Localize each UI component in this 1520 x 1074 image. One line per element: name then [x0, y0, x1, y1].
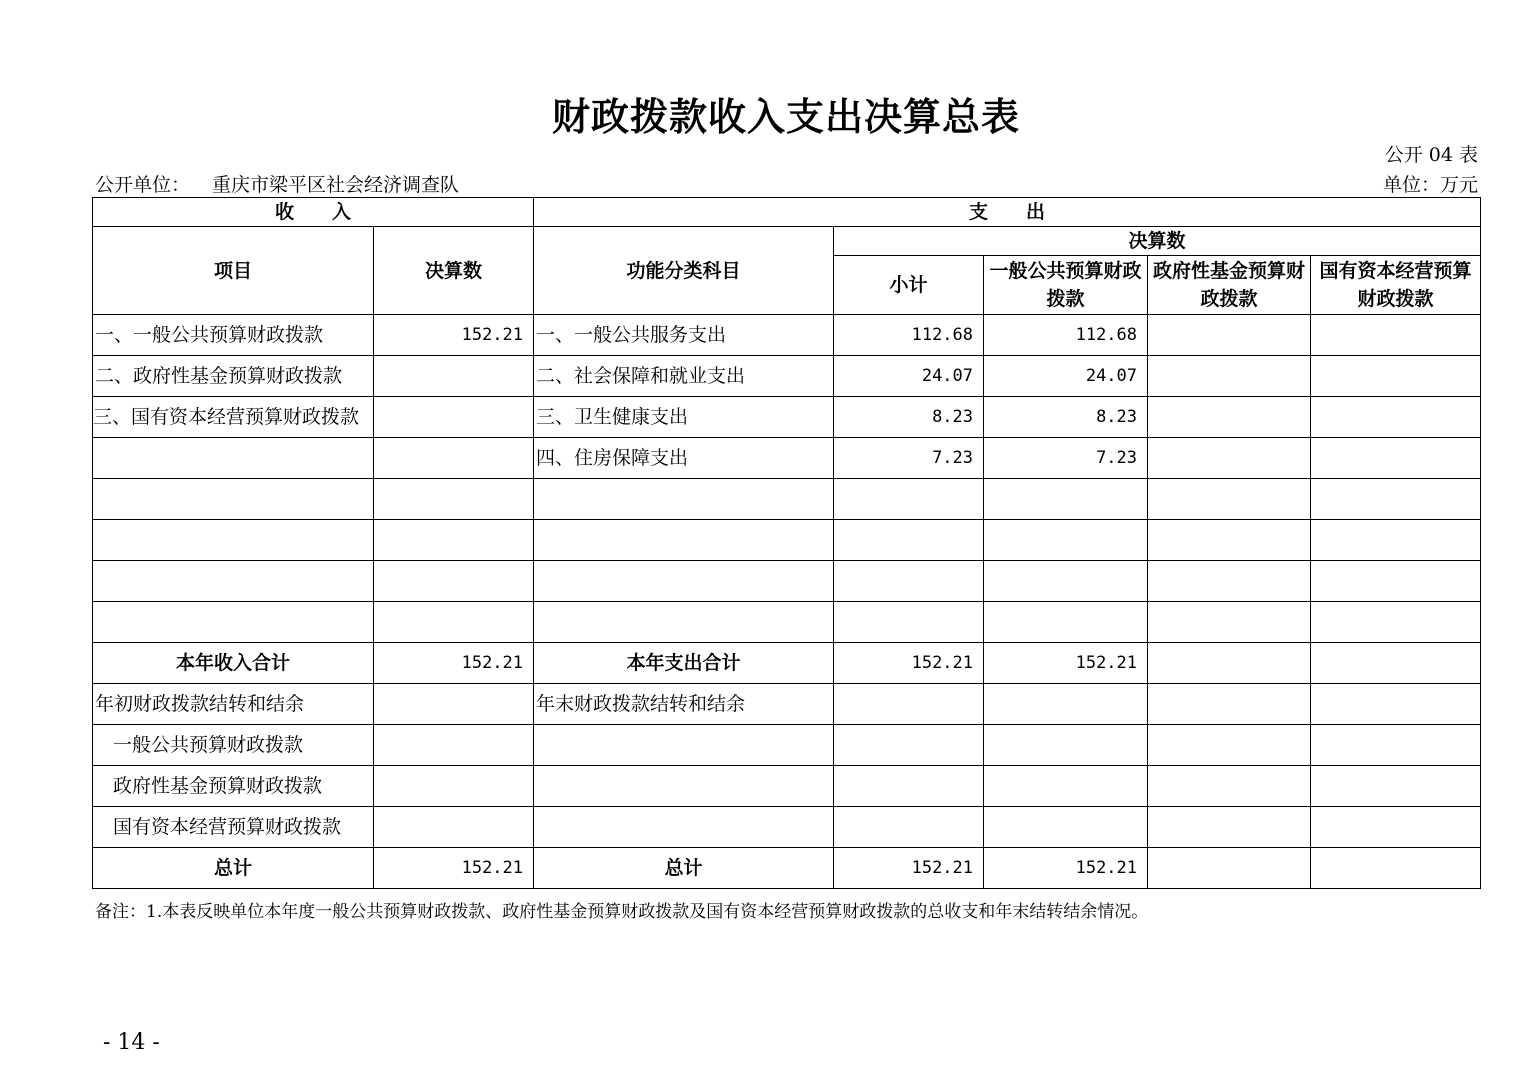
- empty-cell: [534, 602, 834, 643]
- empty-cell: [1311, 643, 1481, 684]
- empty-cell: [374, 766, 534, 807]
- income-amount: [374, 397, 534, 438]
- footnote: 备注：1.本表反映单位本年度一般公共预算财政拨款、政府性基金预算财政拨款及国有资本经营预算财政拨款的总收支和年末结转结余情况。: [95, 902, 1149, 922]
- expense-subtotal: 7.23: [834, 438, 984, 479]
- amount-header: 决算数: [374, 227, 534, 315]
- empty-cell: [1148, 520, 1311, 561]
- empty-cell: [534, 561, 834, 602]
- empty-cell: [984, 725, 1148, 766]
- page-number: - 14 -: [103, 1030, 160, 1055]
- income-item: [93, 438, 374, 479]
- year-expense-subtotal: 152.21: [834, 643, 984, 684]
- expense-fund: [1148, 315, 1311, 356]
- empty-cell: [834, 479, 984, 520]
- empty-cell: [1148, 725, 1311, 766]
- grand-total-row: [93, 848, 1481, 889]
- empty-cell: [1311, 807, 1481, 848]
- empty-cell: [1311, 602, 1481, 643]
- empty-cell: [1311, 479, 1481, 520]
- empty-cell: [834, 725, 984, 766]
- income-amount: [374, 356, 534, 397]
- empty-cell: [1311, 520, 1481, 561]
- empty-cell: [93, 520, 374, 561]
- empty-cell: [1148, 561, 1311, 602]
- empty-row: [93, 602, 1481, 643]
- year-expense-general: 152.21: [984, 643, 1148, 684]
- empty-cell: [93, 561, 374, 602]
- end-carryover-label: 年末财政拨款结转和结余: [534, 684, 834, 725]
- empty-cell: [374, 684, 534, 725]
- general-budget-header: 一般公共预算财政拨款: [984, 256, 1148, 315]
- empty-cell: [984, 561, 1148, 602]
- expense-item: 四、住房保障支出: [534, 438, 834, 479]
- empty-cell: [984, 766, 1148, 807]
- empty-cell: [534, 807, 834, 848]
- empty-cell: [374, 807, 534, 848]
- empty-cell: [984, 602, 1148, 643]
- empty-cell: [834, 561, 984, 602]
- year-expense-total-label: 本年支出合计: [534, 643, 834, 684]
- expense-section-header: 支 出: [534, 198, 1481, 227]
- empty-row: [93, 520, 1481, 561]
- expense-capital: [1311, 397, 1481, 438]
- expense-fund: [1148, 356, 1311, 397]
- form-number: 公开 04 表: [1384, 144, 1478, 166]
- empty-cell: [374, 602, 534, 643]
- empty-row: [93, 479, 1481, 520]
- income-amount: [374, 438, 534, 479]
- empty-cell: [1311, 561, 1481, 602]
- grand-expense-total-label: 总计: [534, 848, 834, 889]
- empty-cell: [984, 684, 1148, 725]
- income-item: 一、一般公共预算财政拨款: [93, 315, 374, 356]
- grand-income-total: 152.21: [374, 848, 534, 889]
- expense-subtotal: 112.68: [834, 315, 984, 356]
- empty-cell: [93, 479, 374, 520]
- empty-cell: [534, 479, 834, 520]
- empty-cell: [834, 766, 984, 807]
- expense-general: 8.23: [984, 397, 1148, 438]
- expense-subtotal: 8.23: [834, 397, 984, 438]
- table-row: [93, 356, 1481, 397]
- empty-cell: [1148, 602, 1311, 643]
- reporting-unit-name: 重庆市梁平区社会经济调查队: [212, 174, 460, 196]
- begin-carryover-label: 年初财政拨款结转和结余: [93, 684, 374, 725]
- empty-cell: [1148, 848, 1311, 889]
- empty-cell: [1148, 807, 1311, 848]
- income-item: 二、政府性基金预算财政拨款: [93, 356, 374, 397]
- expense-general: 7.23: [984, 438, 1148, 479]
- expense-capital: [1311, 438, 1481, 479]
- grand-expense-subtotal: 152.21: [834, 848, 984, 889]
- expense-fund: [1148, 397, 1311, 438]
- income-amount: 152.21: [374, 315, 534, 356]
- currency-unit: 单位：万元: [1382, 174, 1478, 196]
- empty-cell: [1148, 684, 1311, 725]
- empty-cell: [1311, 766, 1481, 807]
- column-header-row-1: [93, 227, 1481, 256]
- expense-general: 24.07: [984, 356, 1148, 397]
- empty-cell: [534, 766, 834, 807]
- table-row: [93, 438, 1481, 479]
- year-income-total-label: 本年收入合计: [93, 643, 374, 684]
- empty-cell: [534, 520, 834, 561]
- empty-cell: [834, 602, 984, 643]
- carryover-capital-label: 国有资本经营预算财政拨款: [93, 807, 374, 848]
- empty-row: [93, 561, 1481, 602]
- empty-cell: [374, 561, 534, 602]
- income-section-header: 收 入: [93, 198, 534, 227]
- func-category-header: 功能分类科目: [534, 227, 834, 315]
- empty-cell: [374, 520, 534, 561]
- item-header: 项目: [93, 227, 374, 315]
- expense-item: 一、一般公共服务支出: [534, 315, 834, 356]
- empty-cell: [984, 479, 1148, 520]
- carryover-row: [93, 684, 1481, 725]
- carryover-general-label: 一般公共预算财政拨款: [93, 725, 374, 766]
- page-title: 财政拨款收入支出决算总表: [551, 94, 1020, 139]
- empty-cell: [534, 725, 834, 766]
- final-amount-header: 决算数: [834, 227, 1481, 256]
- expense-capital: [1311, 356, 1481, 397]
- empty-cell: [984, 807, 1148, 848]
- year-income-total: 152.21: [374, 643, 534, 684]
- empty-cell: [1148, 643, 1311, 684]
- expense-general: 112.68: [984, 315, 1148, 356]
- subtotal-header: 小计: [834, 256, 984, 315]
- empty-cell: [834, 520, 984, 561]
- grand-income-total-label: 总计: [93, 848, 374, 889]
- carryover-sub-row: [93, 766, 1481, 807]
- reporting-unit-label: 公开单位：: [95, 174, 191, 196]
- expense-item: 三、卫生健康支出: [534, 397, 834, 438]
- empty-cell: [834, 807, 984, 848]
- grand-expense-general: 152.21: [984, 848, 1148, 889]
- empty-cell: [1311, 684, 1481, 725]
- table-row: [93, 397, 1481, 438]
- empty-cell: [374, 725, 534, 766]
- expense-item: 二、社会保障和就业支出: [534, 356, 834, 397]
- budget-summary-table: [92, 197, 1481, 889]
- empty-cell: [93, 602, 374, 643]
- expense-capital: [1311, 315, 1481, 356]
- reporting-unit: [95, 170, 459, 197]
- carryover-fund-label: 政府性基金预算财政拨款: [93, 766, 374, 807]
- section-header-row: [93, 198, 1481, 227]
- empty-cell: [1148, 766, 1311, 807]
- year-total-row: [93, 643, 1481, 684]
- empty-cell: [834, 684, 984, 725]
- carryover-sub-row: [93, 807, 1481, 848]
- empty-cell: [1148, 479, 1311, 520]
- empty-cell: [984, 520, 1148, 561]
- empty-cell: [1311, 848, 1481, 889]
- expense-subtotal: 24.07: [834, 356, 984, 397]
- empty-cell: [1311, 725, 1481, 766]
- empty-cell: [374, 479, 534, 520]
- carryover-sub-row: [93, 725, 1481, 766]
- expense-fund: [1148, 438, 1311, 479]
- gov-fund-header: 政府性基金预算财政拨款: [1148, 256, 1311, 315]
- table-row: [93, 315, 1481, 356]
- income-item: 三、国有资本经营预算财政拨款: [93, 397, 374, 438]
- state-capital-header: 国有资本经营预算财政拨款: [1311, 256, 1481, 315]
